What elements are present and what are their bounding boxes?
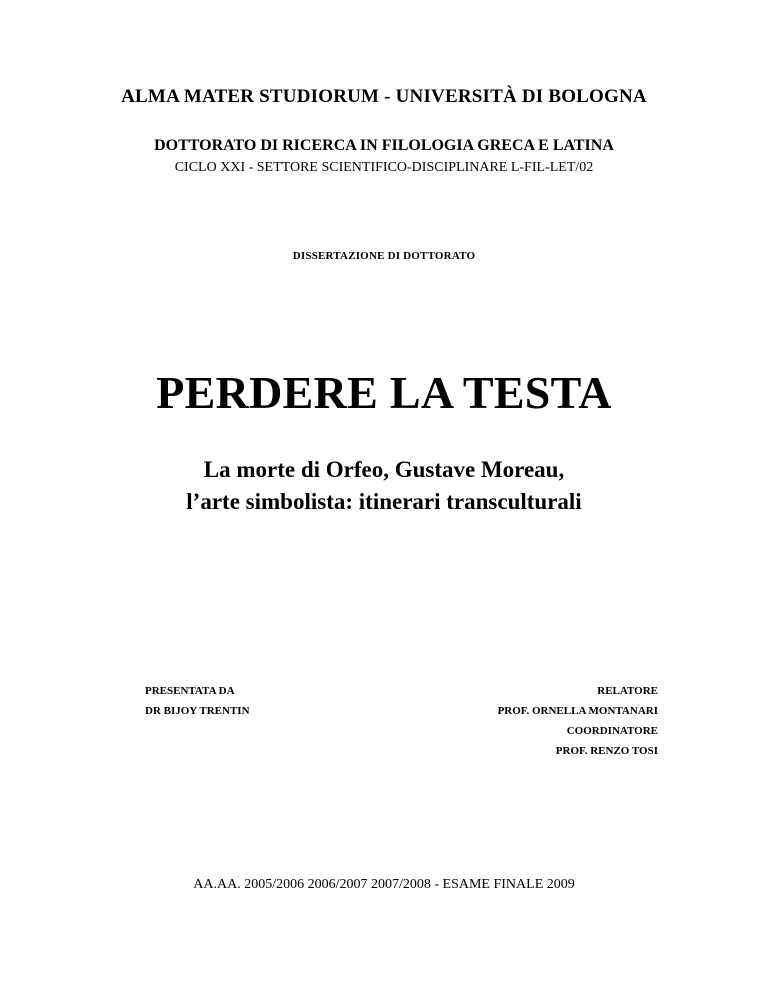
- thesis-subtitle-line-2: l’arte simbolista: itinerari transculturali: [186, 489, 582, 514]
- thesis-title: PERDERE LA TESTA: [156, 367, 612, 418]
- document-type: DISSERTAZIONE DI DOTTORATO: [292, 250, 476, 262]
- thesis-subtitle-line-1: La morte di Orfeo, Gustave Moreau,: [203, 457, 565, 482]
- supervisors-block: [498, 681, 658, 761]
- presenter-block: [145, 681, 250, 721]
- academic-years: AA.AA. 2005/2006 2006/2007 2007/2008 - ESAME FINALE 2009: [193, 877, 575, 892]
- coordinatore-label: COORDINATORE: [566, 725, 658, 737]
- relatore-label: RELATORE: [597, 685, 658, 697]
- presenter-name: DR BIJOY TRENTIN: [145, 705, 250, 717]
- cycle-sector: CICLO XXI - SETTORE SCIENTIFICO-DISCIPLINARE L-FIL-LET/02: [174, 160, 594, 175]
- university-heading: ALMA MATER STUDIORUM - UNIVERSITÀ DI BOLOGNA: [121, 86, 647, 107]
- presented-by-label: PRESENTATA DA: [145, 685, 235, 697]
- coordinatore-name: PROF. RENZO TOSI: [555, 745, 658, 757]
- doctorate-program: DOTTORATO DI RICERCA IN FILOLOGIA GRECA E LATINA: [154, 137, 614, 154]
- relatore-name: PROF. ORNELLA MONTANARI: [497, 705, 658, 717]
